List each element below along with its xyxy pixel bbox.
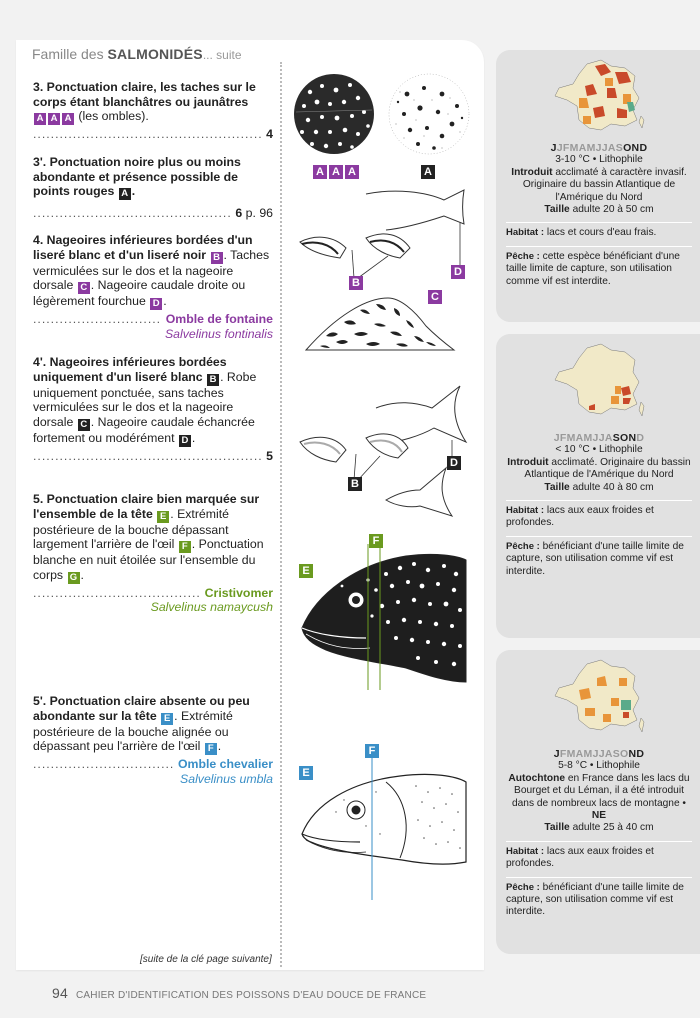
distribution-map: [549, 342, 649, 428]
spawning-months: JJFMAMJJASOND: [550, 142, 648, 154]
entry-note: (les ombles).: [78, 109, 149, 124]
temperature-habitat: < 10 °C • Lithophile: [555, 444, 643, 456]
divider: [506, 536, 692, 537]
status-label: Introduit: [511, 166, 553, 178]
book-title: CAHIER D'IDENTIFICATION DES POISSONS D'EAU DOUCE DE FRANCE: [75, 990, 427, 1001]
species-infobox-namaycush: [496, 334, 700, 638]
key-entry-3: [33, 80, 273, 142]
entry-question: 3'. Ponctuation noire plus ou moins abondante et présence possible de points rouges: [33, 155, 241, 199]
size-text: adulte 40 à 80 cm: [572, 481, 654, 493]
size-label: Taille: [544, 822, 570, 834]
tag-f: F: [179, 541, 191, 553]
tag-a: A: [421, 165, 435, 179]
divider: [506, 841, 692, 842]
peche-text: bénéficiant d'une taille limite de capture, son utilisation comme vif est interdite.: [506, 540, 684, 577]
leader-dots: [33, 127, 262, 142]
status-text: en France dans les lacs du Bourget et du Léman, il a été introduit dans de nombreux lacs de montagne •: [511, 772, 690, 809]
fins-illustration-fontinalis: [296, 186, 476, 366]
tag-g: G: [68, 572, 80, 584]
key-entry-4-prime: 4'. Nageoires inférieures bordées uniquement d'un liseré blanc B . Robe uniquement ponctuée, sans taches vermiculées sur le dos et la nageoire dorsale C . Nageoire caudale échancrée fortement ou modérément D . ..... 5: [33, 355, 273, 463]
species-name[interactable]: Omble de fontaine: [165, 312, 273, 327]
tag-d: D: [179, 435, 191, 447]
leader-dots: [33, 206, 231, 221]
leader-dots: [33, 586, 201, 601]
temperature-habitat: 5-8 °C • Lithophile: [558, 760, 640, 772]
peche-label: Pêche :: [506, 540, 540, 552]
entry-text-1: Extrémité postérieure de la bouche alignée ou dépassant peu l'arrière de l'œil: [33, 708, 233, 754]
peche-text: cette espèce bénéficiant d'une taille limite de capture, son utilisation comme vif est interdite.: [506, 250, 680, 287]
head-illustration-umbla: [296, 742, 476, 902]
tag-d: D: [451, 265, 465, 279]
peche-label: Pêche :: [506, 881, 540, 893]
spots-illustration: [292, 72, 472, 182]
distribution-map: [549, 58, 649, 138]
tag-a: A: [119, 188, 131, 200]
tag-d: D: [447, 456, 461, 470]
status-label: Autochtone: [508, 772, 565, 784]
key-entry-4: 4. Nageoires inférieures bordées d'un liseré blanc et d'un liseré noir B . Taches vermiculées sur le dos et la nageoire dorsale C . Nageoire caudale droite ou légèrement fourchue D . ..... Omble de fontaine Salvelinus fontinalis: [33, 233, 273, 341]
species-name[interactable]: Cristivomer: [204, 585, 273, 600]
entry-question: 4. Nageoires inférieures bordées d'un liseré blanc et d'un liseré noir: [33, 233, 253, 262]
species-name[interactable]: Omble chevalier: [177, 757, 273, 772]
entry-question: 3. Ponctuation claire, les taches sur le corps étant blanchâtres ou jaunâtres: [33, 80, 256, 109]
entry-question: 5. Ponctuation claire bien marquée sur l'ensemble de la tête: [33, 492, 260, 521]
divider: [506, 222, 692, 223]
entry-question: 4'. Nageoires inférieures bordées uniquement d'un liseré blanc: [33, 355, 227, 384]
tag-a: A: [48, 113, 60, 125]
habitat-label: Habitat :: [506, 845, 544, 857]
goto-page: p. 96: [245, 206, 273, 221]
size-label: Taille: [544, 204, 570, 216]
divider: [506, 877, 692, 878]
habitat-label: Habitat :: [506, 505, 544, 517]
page-footer: [52, 985, 426, 1001]
status-label: Introduit: [507, 456, 549, 468]
tag-b: B: [348, 477, 362, 491]
divider: [506, 246, 692, 247]
habitat-text: lacs et cours d'eau frais.: [546, 227, 657, 239]
status-ne: NE: [591, 810, 607, 822]
fins-illustration-namaycush: [296, 380, 476, 530]
tag-d: D: [150, 298, 162, 310]
key-entry-5: 5. Ponctuation claire bien marquée sur l'ensemble de la tête E . Extrémité postérieure de la bouche dépassant largement l'arrière de l'œil F . Ponctuation blanche en nuit étoilée sur l'ensemble du corps G . ..... Cristivomer Salvelinus namaycush: [33, 492, 273, 615]
divider: [506, 500, 692, 501]
size-text: adulte 20 à 50 cm: [572, 204, 654, 216]
column-divider: [280, 62, 282, 967]
entry-text-2: Nageoire caudale échancrée fortement ou modérément: [33, 414, 255, 445]
status-text: acclimaté à caractère invasif. Originaire du bassin Atlantique de l'Amérique du Nord: [522, 166, 687, 203]
tag-f: F: [365, 744, 379, 758]
entry-text-1: Extrémité postérieure de la bouche dépassant largement l'arrière de l'œil: [33, 506, 229, 552]
tag-b: B: [207, 374, 219, 386]
peche-label: Pêche :: [506, 250, 540, 262]
tag-e: E: [299, 766, 313, 780]
tag-a: A: [34, 113, 46, 125]
species-infobox-umbla: [496, 650, 700, 954]
tag-c: C: [78, 419, 90, 431]
dark-spots-skin: [389, 74, 469, 154]
tag-f: F: [205, 743, 217, 755]
tag-a: A: [345, 165, 359, 179]
tag-f: F: [369, 534, 383, 548]
leader-dots: [33, 449, 262, 464]
head-illustration-namaycush: [296, 534, 476, 694]
species-latin-name: Salvelinus fontinalis: [164, 326, 273, 341]
temperature-habitat: 3-10 °C • Lithophile: [555, 154, 643, 166]
species-latin-name: Salvelinus umbla: [180, 771, 273, 786]
habitat-text: lacs aux eaux froides et profondes.: [506, 505, 654, 529]
species-infobox-fontinalis: [496, 50, 700, 322]
tag-e: E: [299, 564, 313, 578]
tag-a: A: [329, 165, 343, 179]
page-header: [32, 46, 242, 62]
light-spots-skin: [294, 74, 374, 154]
entry-text-2: Ponctuation blanche en nuit étoilée sur l'ensemble du corps: [33, 537, 264, 582]
tag-e: E: [157, 511, 169, 523]
size-text: adulte 25 à 40 cm: [572, 822, 654, 834]
entry-question: 5'. Ponctuation claire absente ou peu abondante sur la tête: [33, 694, 250, 723]
tag-c: C: [428, 290, 442, 304]
tag-a: A: [313, 165, 327, 179]
key-entry-3-prime: 3'. Ponctuation noire plus ou moins abondante et présence possible de points rouges A . ..... 6 p. 96: [33, 155, 273, 221]
status-text: acclimaté. Originaire du bassin Atlantique de l'Amérique du Nord: [524, 456, 691, 481]
continuation-note: [suite de la clé page suivante]: [140, 954, 272, 965]
tag-b: B: [211, 252, 223, 264]
header-family-label: Famille des: [32, 46, 104, 62]
size-label: Taille: [544, 481, 570, 493]
key-entry-5-prime: 5'. Ponctuation claire absente ou peu abondante sur la tête E . Extrémité postérieure de la bouche alignée ou dépassant peu l'arrière de l'œil F . ..... Omble chevalier Salvelinus umbla: [33, 694, 273, 786]
goto-link[interactable]: 4: [266, 127, 273, 142]
page-number: 94: [52, 985, 68, 1001]
leader-dots: [33, 312, 162, 327]
leader-dots: [33, 757, 174, 772]
goto-link[interactable]: 5: [266, 448, 273, 463]
tag-c: C: [78, 282, 90, 294]
entry-text-1: Taches vermiculées sur le dos et la nageoire dorsale: [33, 247, 270, 293]
header-suite: ... suite: [202, 48, 242, 62]
entry-text-2: Nageoire caudale droite ou légèrement fourchue: [33, 278, 246, 309]
peche-text: bénéficiant d'une taille limite de capture, son utilisation comme vif est interdite.: [506, 881, 684, 918]
spawning-months: JFMAMJJASOND: [553, 748, 645, 760]
tag-a: A: [62, 113, 74, 125]
entry-text-1: Robe uniquement ponctuée, sans taches vermiculées sur le dos et la nageoire dorsale: [33, 369, 257, 429]
habitat-label: Habitat :: [506, 227, 544, 239]
goto-link[interactable]: 6: [235, 206, 243, 221]
spawning-months: JFMAMJJASOND: [553, 432, 645, 444]
species-latin-name: Salvelinus namaycush: [150, 600, 273, 615]
distribution-map: [549, 658, 649, 744]
habitat-text: lacs aux eaux froides et profondes.: [506, 845, 654, 870]
header-family-name: SALMONIDÉS: [107, 46, 203, 62]
tag-b: B: [349, 276, 363, 290]
tag-e: E: [161, 713, 173, 725]
